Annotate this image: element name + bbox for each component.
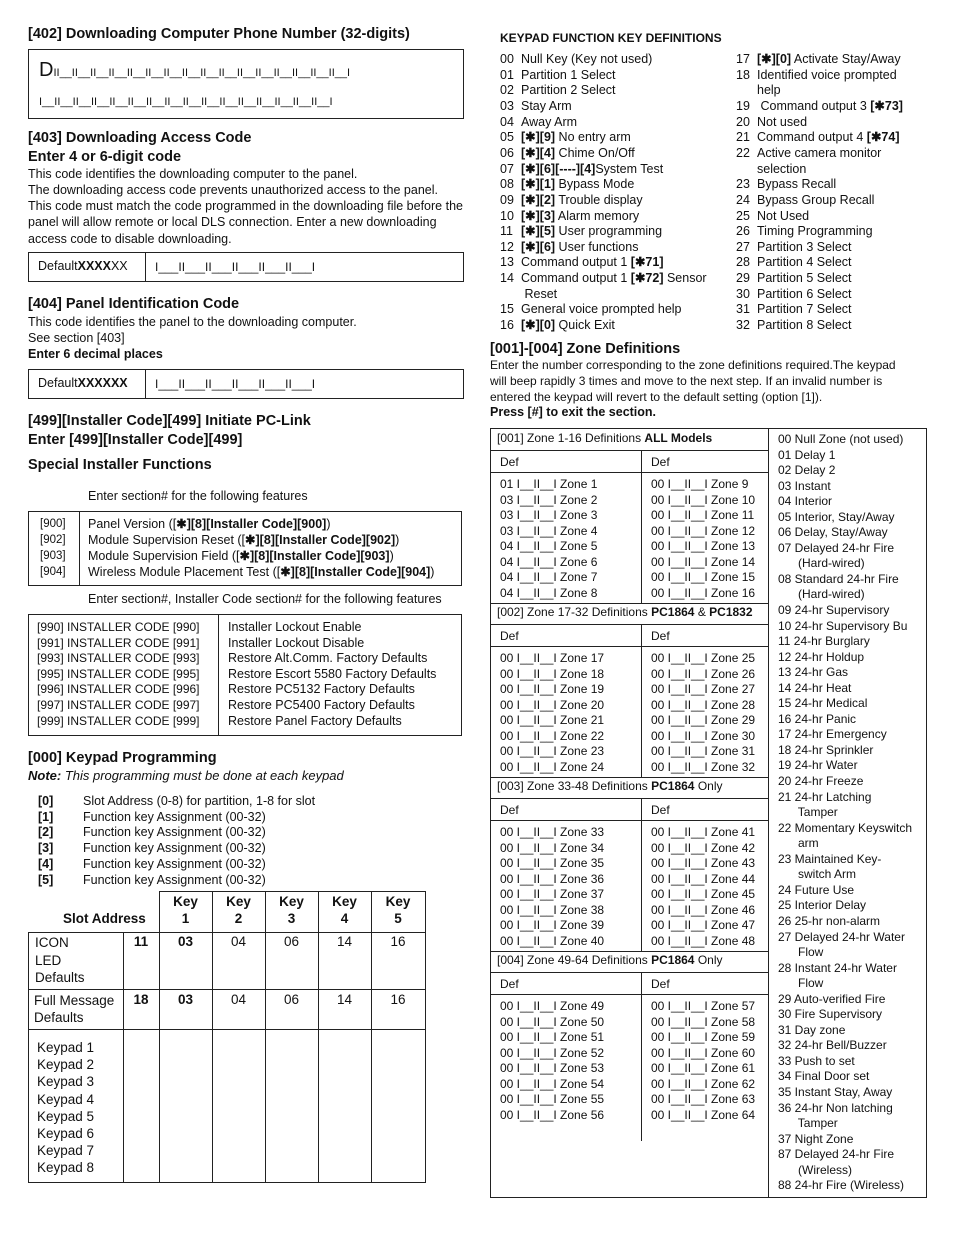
zone-entry[interactable]: 00 I__II__I Zone 60 (651, 1045, 756, 1060)
zone-type-item: 29 Auto-verified Fire (778, 991, 886, 1006)
keypad-entry-col-6[interactable] (372, 1030, 425, 1182)
zone-entry[interactable]: 00 I__II__I Zone 61 (651, 1061, 756, 1076)
kfkd-kfleft-item-13: 13 Command output 1 [✱71] (500, 255, 664, 270)
zone-type-item: 22 Momentary Keyswitch (778, 820, 913, 835)
special-intro-2: Enter section#, Installer Code section# for the following features (88, 592, 442, 606)
installer-code-0: [990] INSTALLER CODE [990] (37, 620, 200, 634)
section-403-text: This code identifies the downloading computer to the panel. The downloading access code prevents unauthorized access to the panel. This code must match the code programmed in the downloading file before the panel will allow remote or local DLS connection. Enter a new downloading access code to disable downloading. (28, 167, 463, 246)
access-code-input[interactable]: I___II___II___II___II___II___I (155, 260, 316, 274)
zone-type-item: 36 24-hr Non latching (778, 1100, 893, 1115)
installer-code-5: [997] INSTALLER CODE [997] (37, 698, 200, 712)
zone-type-item: 13 24-hr Gas (778, 665, 849, 680)
zone-type-item: 23 Maintained Key- (778, 851, 882, 866)
zone-entry[interactable]: 00 I__II__I Zone 46 (651, 902, 756, 917)
zone-type-item: Flow (778, 976, 824, 991)
zone-entry[interactable]: 00 I__II__I Zone 45 (651, 887, 756, 902)
kfkd-kfleft-item-1: 01 Partition 1 Select (500, 67, 616, 82)
kfkd-kfright-item-1: 18 Identified voice prompted (736, 67, 897, 82)
zone-entry[interactable]: 00 I__II__I Zone 49 (500, 999, 605, 1013)
zone-type-item: 20 24-hr Freeze (778, 774, 864, 789)
zone-type-item: Flow (778, 945, 824, 960)
key-header-3: Key 3 (279, 894, 304, 926)
zone-group-header-3: [004] Zone 49-64 Definitions PC1864 Only (491, 951, 768, 973)
zone-entry[interactable]: 00 I__II__I Zone 62 (651, 1076, 756, 1091)
zone-definitions-title: [001]-[004] Zone Definitions (490, 341, 681, 357)
installer-desc-6: Restore Panel Factory Defaults (228, 713, 402, 728)
kfkd-kfright-item-2: help (757, 83, 781, 98)
kfkd-kfright-item-13: 28 Partition 4 Select (736, 255, 852, 270)
phone-number-entry-box (28, 49, 464, 119)
zone-type-item: Tamper (778, 805, 838, 820)
key-header-2: Key 2 (226, 894, 251, 926)
key-header-5: Key 5 (385, 894, 411, 926)
zone-type-item: 32 24-hr Bell/Buzzer (778, 1038, 887, 1053)
zone-entry[interactable]: 00 I__II__I Zone 55 (500, 1092, 605, 1107)
installer-code-table (28, 614, 462, 736)
access-code-default: DefaultXXXXXX (29, 253, 146, 281)
kfkd-kfleft-item-12: 12 [✱][6] User functions (500, 239, 639, 254)
zone-entry[interactable]: 03 I__II__I Zone 3 (500, 508, 598, 523)
zone-entry[interactable]: 00 I__II__I Zone 47 (651, 918, 756, 933)
zone-entry[interactable]: 04 I__II__I Zone 5 (500, 539, 598, 554)
full-default-4: 14 (336, 992, 353, 1007)
full-default-5: 16 (390, 992, 406, 1007)
zone-type-item: 05 Interior, Stay/Away (778, 509, 895, 524)
zone-entry[interactable]: 00 I__II__I Zone 33 (500, 825, 605, 839)
zone-type-item: 12 24-hr Holdup (778, 649, 865, 664)
zone-type-item: 10 24-hr Supervisory Bu (778, 618, 908, 633)
zone-press-exit: Press [#] to exit the section. (490, 405, 657, 419)
kfkd-kfright-item-0: 17 [✱][0] Activate Stay/Away (736, 52, 901, 66)
icon-default-4: 14 (336, 934, 353, 949)
zone-entry[interactable]: 00 I__II__I Zone 53 (500, 1061, 605, 1076)
installer-code-6: [999] INSTALLER CODE [999] (37, 713, 200, 728)
keypad-option-desc-5: Function key Assignment (00-32) (83, 872, 266, 887)
zone-type-item: 88 24-hr Fire (Wireless) (778, 1178, 905, 1193)
icon-led-defaults-label: ICON LED Defaults (35, 935, 85, 985)
kfkd-kfleft-item-16: 15 General voice prompted help (500, 302, 682, 317)
section-403-subtitle: Enter 4 or 6-digit code (28, 149, 182, 165)
kfkd-kfleft-item-10: 10 [✱][3] Alarm memory (500, 208, 640, 223)
zone-entry[interactable]: 01 I__II__I Zone 1 (500, 477, 598, 491)
zone-entry[interactable]: 00 I__II__I Zone 21 (500, 713, 605, 728)
special-sec-900: [900] (40, 518, 66, 530)
panel-id-input[interactable]: I___II___II___II___II___II___I (155, 377, 316, 391)
kfkd-kfright-item-6: 22 Active camera monitor (736, 145, 882, 160)
key-header-4: Key 4 (332, 894, 357, 926)
zone-entry[interactable]: 00 I__II__I Zone 28 (651, 697, 756, 712)
zone-entry[interactable]: 04 I__II__I Zone 6 (500, 554, 598, 569)
zone-entry[interactable]: 03 I__II__I Zone 2 (500, 492, 598, 507)
keypad-option-key-4: [4] (38, 856, 54, 871)
section-499-title: [499][Installer Code][499] Initiate PC-Link (28, 413, 311, 429)
zone-entry[interactable]: 00 I__II__I Zone 58 (651, 1014, 756, 1029)
installer-code-4: [996] INSTALLER CODE [996] (37, 682, 200, 697)
installer-desc-1: Installer Lockout Disable (228, 635, 365, 650)
zone-entry[interactable]: 00 I__II__I Zone 20 (500, 697, 605, 712)
keypad-entry-col-3[interactable] (213, 1030, 265, 1182)
kfkd-kfleft-item-9: 09 [✱][2] Trouble display (500, 192, 643, 207)
keypad-option-desc-2: Function key Assignment (00-32) (83, 825, 266, 840)
zone-entry[interactable]: 00 I__II__I Zone 63 (651, 1092, 756, 1107)
zone-entry[interactable]: 00 I__II__I Zone 54 (500, 1076, 605, 1091)
panel-id-default: DefaultXXXXXX (29, 370, 146, 398)
zone-entry[interactable]: 00 I__II__I Zone 32 (651, 759, 756, 774)
zone-group-header-2: [003] Zone 33-48 Definitions PC1864 Only (491, 777, 768, 799)
zone-group-header-0: [001] Zone 1-16 Definitions ALL Models (491, 429, 768, 451)
zone-type-item: 34 Final Door set (778, 1069, 870, 1084)
zone-entry[interactable]: 00 I__II__I Zone 18 (500, 666, 605, 681)
zone-type-item: 19 24-hr Water (778, 758, 858, 773)
installer-desc-0: Installer Lockout Enable (228, 620, 362, 634)
zone-entry[interactable]: 00 I__II__I Zone 57 (651, 999, 756, 1013)
zone-entry[interactable]: 00 I__II__I Zone 11 (651, 508, 755, 523)
keypad-option-desc-4: Function key Assignment (00-32) (83, 856, 266, 871)
zone-type-item: 30 Fire Supervisory (778, 1007, 883, 1022)
zone-entry[interactable]: 00 I__II__I Zone 22 (500, 728, 605, 743)
zone-entry[interactable]: 00 I__II__I Zone 51 (500, 1030, 605, 1045)
key-header-1: Key 1 (173, 894, 198, 926)
special-desc-902: Module Supervision Reset ([✱][8][Installer Code][902]) (88, 533, 400, 547)
zone-type-item: 17 24-hr Emergency (778, 727, 887, 742)
kfkd-kfright-item-3: 19 Command output 3 [✱73] (736, 98, 903, 113)
zone-entry[interactable]: 04 I__II__I Zone 7 (500, 570, 598, 585)
zone-type-item: (Hard-wired) (778, 556, 865, 571)
zone-type-item: 06 Delay, Stay/Away (778, 525, 888, 540)
zone-entry[interactable]: 00 I__II__I Zone 40 (500, 933, 605, 948)
zone-entry[interactable]: 00 I__II__I Zone 39 (500, 918, 605, 933)
icon-default-1: 03 (177, 934, 194, 949)
zone-type-item: Tamper (778, 1116, 838, 1131)
kfkd-kfleft-item-17: 16 [✱][0] Quick Exit (500, 318, 615, 333)
full-default-2: 04 (230, 992, 247, 1007)
zone-entry[interactable]: 00 I__II__I Zone 36 (500, 871, 605, 886)
zone-entry[interactable]: 00 I__II__I Zone 26 (651, 666, 756, 681)
zone-entry[interactable]: 00 I__II__I Zone 14 (651, 554, 756, 569)
access-code-box (28, 252, 464, 282)
kfkd-kfleft-item-4: 04 Away Arm (500, 114, 578, 129)
kfkd-kfleft-item-6: 06 [✱][4] Chime On/Off (500, 145, 635, 160)
zone-entry[interactable]: 00 I__II__I Zone 50 (500, 1014, 605, 1029)
section-404-line1: This code identifies the panel to the downloading computer. (28, 315, 357, 329)
keypad-option-key-3: [3] (38, 841, 54, 856)
phone-row-2[interactable]: I__II__II__II__II__II__II__II__II__II__II__II__II__II__II__II__I (39, 96, 333, 108)
zone-entry[interactable]: 00 I__II__I Zone 24 (500, 759, 605, 774)
zone-entry[interactable]: 00 I__II__I Zone 15 (651, 570, 756, 585)
panel-id-box (28, 369, 464, 399)
phone-row-1[interactable]: DII__II__II__II__II__II__II__II__II__II__II__II__II__II__II__II__I (39, 59, 351, 81)
kfkd-kfright-item-12: 27 Partition 3 Select (736, 239, 852, 254)
installer-code-3: [995] INSTALLER CODE [995] (37, 666, 200, 681)
kfkd-kfright-item-9: 24 Bypass Group Recall (736, 192, 875, 207)
section-404-sub: Enter 6 decimal places (28, 347, 163, 361)
installer-code-2: [993] INSTALLER CODE [993] (37, 651, 200, 666)
zone-entry[interactable]: 00 I__II__I Zone 43 (651, 856, 756, 871)
zone-type-item: 08 Standard 24-hr Fire (778, 571, 899, 586)
keypad-option-desc-1: Function key Assignment (00-32) (83, 809, 266, 824)
full-default-1: 03 (177, 992, 194, 1007)
icon-default-0: 11 (133, 934, 149, 949)
icon-default-2: 04 (230, 934, 247, 949)
special-intro: Enter section# for the following features (88, 489, 308, 503)
installer-desc-2: Restore Alt.Comm. Factory Defaults (228, 651, 428, 666)
zone-type-item: arm (778, 836, 819, 851)
special-functions-title: Special Installer Functions (28, 457, 212, 473)
kfkd-kfright-item-4: 20 Not used (736, 114, 808, 129)
zone-def-row-3: Def Def (491, 973, 768, 995)
zone-type-item: 07 Delayed 24-hr Fire (778, 540, 895, 555)
zone-type-item: 01 Delay 1 (778, 447, 836, 462)
special-sec-904: [904] (40, 566, 66, 578)
keypad-option-desc-3: Function key Assignment (00-32) (83, 841, 266, 856)
keypad-option-key-1: [1] (38, 809, 54, 824)
zone-type-item: 26 25-hr non-alarm (778, 913, 881, 928)
zone-entry[interactable]: 00 I__II__I Zone 10 (651, 492, 756, 507)
zone-entry[interactable]: 00 I__II__I Zone 42 (651, 840, 756, 855)
kfkd-kfright-item-5: 21 Command output 4 [✱74] (736, 130, 900, 145)
zone-entry[interactable]: 00 I__II__I Zone 56 (500, 1107, 605, 1122)
keypad-entry-col-4[interactable] (266, 1030, 318, 1182)
zone-type-item: 25 Interior Delay (778, 898, 867, 913)
icon-default-5: 16 (390, 934, 406, 949)
installer-code-1: [991] INSTALLER CODE [991] (37, 635, 200, 650)
kfkd-kfleft-item-7: 07 [✱][6][----][4]System Test (500, 161, 664, 176)
icon-default-3: 06 (283, 934, 300, 949)
zone-entry[interactable]: 00 I__II__I Zone 30 (651, 728, 756, 743)
zone-entry[interactable]: 00 I__II__I Zone 64 (651, 1107, 756, 1122)
kfkd-kfleft-item-0: 00 Null Key (Key not used) (500, 52, 653, 66)
zone-type-item: 27 Delayed 24-hr Water (778, 929, 905, 944)
kfkd-kfright-item-17: 32 Partition 8 Select (736, 318, 852, 333)
zone-type-item: 31 Day zone (778, 1022, 846, 1037)
zone-group-header-1: [002] Zone 17-32 Definitions PC1864 & PC1832 (491, 603, 768, 625)
zone-type-item: 33 Push to set (778, 1053, 855, 1068)
zone-entry[interactable]: 00 I__II__I Zone 27 (651, 682, 756, 697)
zone-definitions-table (490, 428, 927, 1198)
kfkd-kfright-item-11: 26 Timing Programming (736, 224, 873, 239)
special-sec-903: [903] (40, 550, 66, 562)
zone-definitions-text: Enter the number corresponding to the zone definitions required.The keypad will beep rapidly 3 times and move to the next step. If an invalid number is entered the keypad will revert to the default setting (option [1]). (490, 358, 896, 404)
kfkd-kfleft-item-11: 11 [✱][5] User programming (500, 224, 663, 239)
zone-entry[interactable]: 03 I__II__I Zone 4 (500, 523, 598, 538)
kfkd-kfright-item-15: 30 Partition 6 Select (736, 286, 852, 301)
keypad-entry-col-2[interactable] (160, 1030, 212, 1182)
section-000-title: [000] Keypad Programming (28, 750, 217, 766)
zone-entry[interactable]: 04 I__II__I Zone 8 (500, 585, 598, 600)
zone-type-item: 24 Future Use (778, 882, 855, 897)
zone-type-item: 14 24-hr Heat (778, 680, 852, 695)
kfkd-kfleft-item-8: 08 [✱][1] Bypass Mode (500, 177, 635, 192)
zone-entry[interactable]: 00 I__II__I Zone 37 (500, 887, 605, 902)
kfkd-kfright-item-14: 29 Partition 5 Select (736, 271, 852, 286)
installer-desc-5: Restore PC5400 Factory Defaults (228, 698, 415, 712)
section-402-title: [402] Downloading Computer Phone Number (32-digits) (28, 26, 410, 42)
zone-def-row-2: Def Def (491, 799, 768, 821)
full-default-0: 18 (133, 992, 149, 1007)
zone-entry[interactable]: 00 I__II__I Zone 52 (500, 1045, 605, 1060)
zone-type-item: (Hard-wired) (778, 587, 865, 602)
zone-entry[interactable]: 00 I__II__I Zone 29 (651, 713, 756, 728)
zone-entry[interactable]: 00 I__II__I Zone 13 (651, 539, 756, 554)
zone-entry[interactable]: 00 I__II__I Zone 34 (500, 840, 605, 855)
kfkd-kfleft-item-14: 14 Command output 1 [✱72] Sensor (500, 271, 707, 286)
zone-type-item: (Wireless) (778, 1162, 852, 1177)
zone-entry[interactable]: 00 I__II__I Zone 41 (651, 825, 756, 839)
kfkd-title: KEYPAD FUNCTION KEY DEFINITIONS (500, 31, 722, 45)
kfkd-kfright-item-7: selection (757, 161, 807, 176)
slot-address-header: Slot Address (63, 911, 146, 926)
special-desc-900: Panel Version ([✱][8][Installer Code][900]) (88, 517, 331, 531)
zone-entry[interactable]: 00 I__II__I Zone 16 (651, 585, 756, 600)
kfkd-kfright-item-10: 25 Not Used (736, 208, 810, 223)
keypad-list: Keypad 1 Keypad 2 Keypad 3 Keypad 4 Keypad 5 Keypad 6 Keypad 7 Keypad 8 (37, 1040, 95, 1176)
zone-type-item: 15 24-hr Medical (778, 696, 868, 711)
zone-entry[interactable]: 00 I__II__I Zone 48 (651, 933, 756, 948)
keypad-option-key-0: [0] (38, 794, 54, 808)
zone-type-item: 04 Interior (778, 494, 833, 509)
zone-type-item: 11 24-hr Burglary (778, 634, 870, 649)
zone-type-item: 21 24-hr Latching (778, 789, 872, 804)
zone-entry[interactable]: 00 I__II__I Zone 31 (651, 744, 756, 759)
zone-type-item: 18 24-hr Sprinkler (778, 742, 874, 757)
zone-type-item: 03 Instant (778, 478, 831, 493)
zone-def-row-1: Def Def (491, 625, 768, 647)
zone-type-item: 28 Instant 24-hr Water (778, 960, 897, 975)
installer-desc-4: Restore PC5132 Factory Defaults (228, 682, 415, 697)
zone-type-item: 37 Night Zone (778, 1131, 854, 1146)
zone-entry[interactable]: 00 I__II__I Zone 44 (651, 871, 756, 886)
kfkd-kfleft-item-5: 05 [✱][9] No entry arm (500, 130, 631, 145)
keypad-entry-col-1[interactable] (124, 1030, 159, 1182)
zone-type-list (778, 432, 912, 1194)
zone-entry[interactable]: 00 I__II__I Zone 38 (500, 902, 605, 917)
section-404-title: [404] Panel Identification Code (28, 296, 240, 312)
installer-desc-3: Restore Escort 5580 Factory Defaults (228, 666, 437, 681)
section-403-title: [403] Downloading Access Code (28, 130, 252, 146)
section-499-subtitle: Enter [499][Installer Code][499] (28, 432, 243, 448)
zone-def-row-0: Def Def (491, 451, 768, 473)
section-000-note: Note: This programming must be done at each keypad (28, 768, 344, 783)
kfkd-kfright-item-8: 23 Bypass Recall (736, 177, 837, 192)
kfkd-kfleft-item-3: 03 Stay Arm (500, 98, 572, 113)
zone-entry[interactable]: 00 I__II__I Zone 35 (500, 856, 605, 871)
zone-type-item: 00 Null Zone (not used) (778, 432, 904, 446)
keypad-option-key-5: [5] (38, 872, 54, 887)
keypad-option-desc-0: Slot Address (0-8) for partition, 1-8 for slot (83, 794, 316, 808)
special-functions-table (28, 511, 462, 586)
zone-entry[interactable]: 00 I__II__I Zone 25 (651, 651, 756, 665)
zone-type-item: 09 24-hr Supervisory (778, 603, 890, 618)
zone-entry[interactable]: 00 I__II__I Zone 17 (500, 651, 605, 665)
zone-type-item: 87 Delayed 24-hr Fire (778, 1147, 895, 1162)
zone-entry[interactable]: 00 I__II__I Zone 9 (651, 477, 749, 491)
kfkd-kfleft-item-15: Reset (521, 286, 558, 301)
zone-entry[interactable]: 00 I__II__I Zone 19 (500, 682, 605, 697)
keypad-option-key-2: [2] (38, 825, 54, 840)
zone-entry[interactable]: 00 I__II__I Zone 12 (651, 523, 756, 538)
keypad-slot-table (28, 891, 426, 1182)
keypad-entry-col-5[interactable] (319, 1030, 371, 1182)
zone-type-item: switch Arm (778, 867, 857, 882)
section-404-line2: See section [403] (28, 331, 125, 345)
full-default-3: 06 (283, 992, 300, 1007)
kfkd-kfleft-item-2: 02 Partition 2 Select (500, 83, 616, 98)
special-desc-903: Module Supervision Field ([✱][8][Installer Code][903]) (88, 549, 394, 563)
zone-entry[interactable]: 00 I__II__I Zone 59 (651, 1030, 756, 1045)
kfkd-kfright-item-16: 31 Partition 7 Select (736, 302, 852, 317)
special-sec-902: [902] (40, 534, 66, 546)
zone-entry[interactable]: 00 I__II__I Zone 23 (500, 744, 605, 759)
zone-type-item: 16 24-hr Panic (778, 711, 857, 726)
special-desc-904: Wireless Module Placement Test ([✱][8][Installer Code][904]) (88, 565, 435, 579)
zone-type-item: 02 Delay 2 (778, 463, 836, 478)
full-message-defaults-label: Full Message Defaults (34, 993, 115, 1025)
zone-type-item: 35 Instant Stay, Away (778, 1084, 893, 1099)
